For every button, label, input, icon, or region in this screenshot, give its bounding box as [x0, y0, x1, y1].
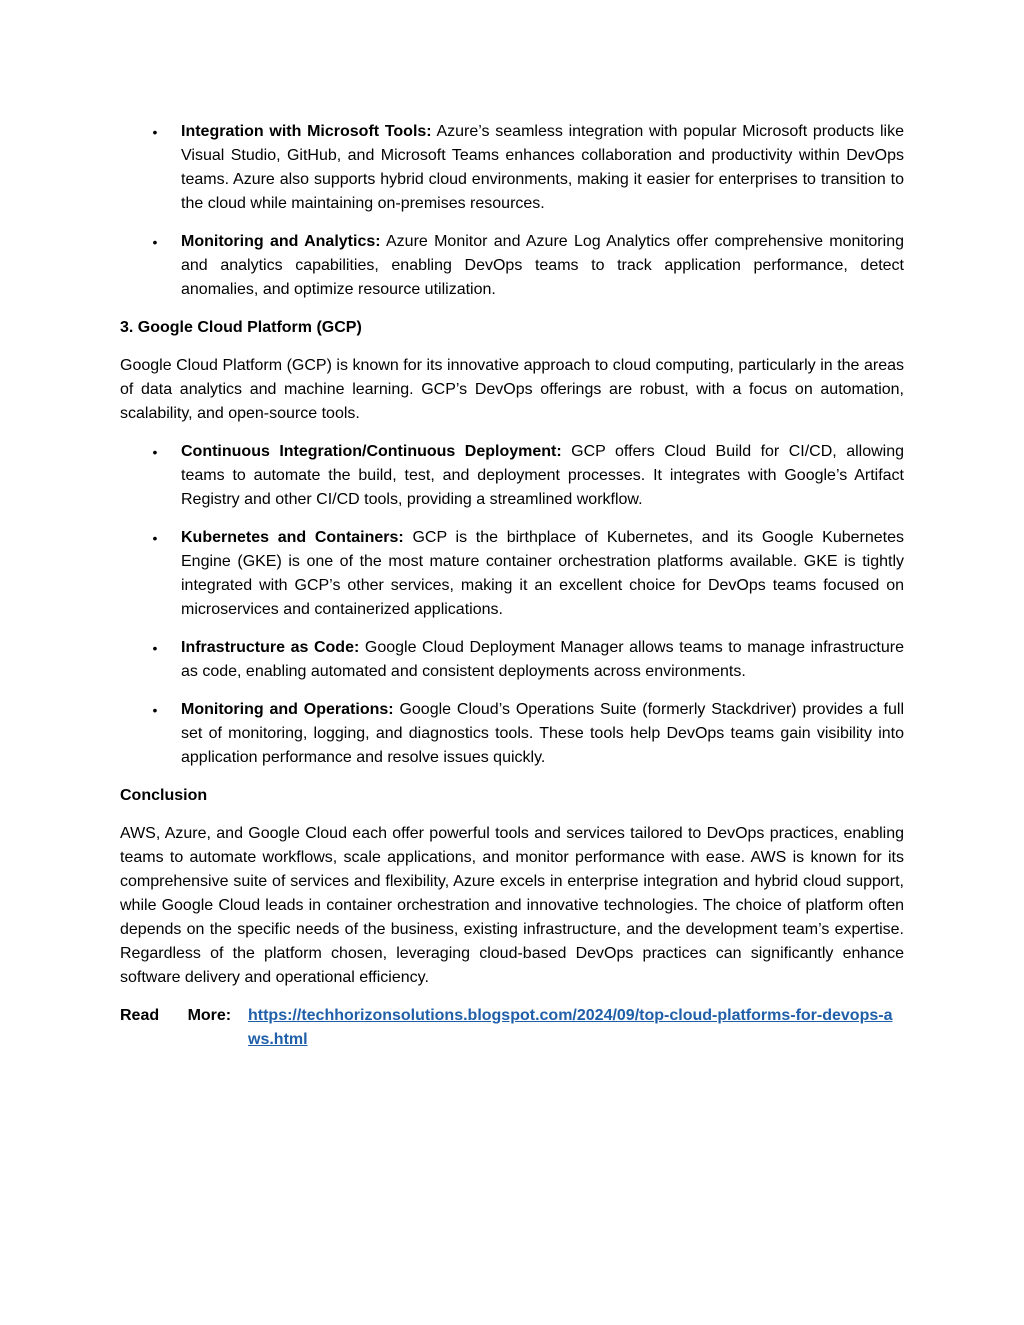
list-item [120, 636, 904, 684]
bullet-label: Infrastructure as Code: [181, 639, 360, 656]
bullet-icon: • [152, 702, 158, 718]
bullet-label: Kubernetes and Containers: [181, 529, 404, 546]
read-more [120, 1004, 904, 1052]
azure-bullet-list [120, 120, 904, 302]
bullet-text: Google Cloud’s Operations Suite (formerly Stackdriver) provides a full set of monitoring, logging, and diagnostics tools. These tools help DevOps teams gain visibility into application performance and resolve issues quickly. [181, 701, 904, 766]
list-item [120, 230, 904, 302]
bullet-text: GCP offers Cloud Build for CI/CD, allowing teams to automate the build, test, and deployment processes. It integrates with Google’s Artifact Registry and other CI/CD tools, providing a streamlined workflow. [181, 443, 905, 508]
read-more-link[interactable]: https://techhorizonsolutions.blogspot.com/2024/09/top-cloud-platforms-for-devops-aws.html [248, 1007, 893, 1048]
bullet-icon: • [152, 640, 158, 656]
conclusion-heading: Conclusion [120, 787, 208, 804]
document-body [120, 120, 904, 1052]
read-more-label: Read More: [120, 1007, 232, 1024]
list-item [120, 526, 904, 622]
bullet-label: Monitoring and Operations: [181, 701, 394, 718]
conclusion-text: AWS, Azure, and Google Cloud each offer powerful tools and services tailored to DevOps practices, enabling teams to automate workflows, scale applications, and monitor performance with ease. AWS is known for its comprehensive suite of services and flexibility, Azure excels in enterprise integration and hybrid cloud support, while Google Cloud leads in container orchestration and innovative technologies. The choice of platform often depends on the specific needs of the business, existing infrastructure, and the development team’s expertise. Regardless of the platform chosen, leveraging cloud-based DevOps practices can significantly enhance software delivery and operational efficiency. [120, 825, 904, 986]
bullet-icon: • [152, 234, 158, 250]
bullet-label: Integration with Microsoft Tools: [181, 123, 432, 140]
bullet-text: Google Cloud Deployment Manager allows teams to manage infrastructure as code, enabling automated and consistent deployments across environments. [181, 639, 904, 680]
bullet-label: Continuous Integration/Continuous Deployment: [181, 443, 562, 460]
bullet-text: GCP is the birthplace of Kubernetes, and its Google Kubernetes Engine (GKE) is one of the most mature container orchestration platforms available. GKE is tightly integrated with GCP’s other services, making it an excellent choice for DevOps teams focused on microservices and containerized applications. [181, 529, 904, 618]
bullet-icon: • [152, 530, 158, 546]
bullet-text: Azure Monitor and Azure Log Analytics offer comprehensive monitoring and analytics capabilities, enabling DevOps teams to track application performance, detect anomalies, and optimize resource utilization. [181, 233, 904, 298]
bullet-text: Azure’s seamless integration with popular Microsoft products like Visual Studio, GitHub, and Microsoft Teams enhances collaboration and productivity within DevOps teams. Azure also supports hybrid cloud environments, making it easier for enterprises to transition to the cloud while maintaining on-premises resources. [181, 123, 905, 212]
list-item [120, 120, 904, 216]
gcp-intro: Google Cloud Platform (GCP) is known for its innovative approach to cloud computing, particularly in the areas of data analytics and machine learning. GCP’s DevOps offerings are robust, with a focus on automation, scalability, and open-source tools. [120, 357, 904, 422]
list-item [120, 440, 904, 512]
bullet-icon: • [152, 124, 158, 140]
bullet-icon: • [152, 444, 158, 460]
list-item [120, 698, 904, 770]
bullet-label: Monitoring and Analytics: [181, 233, 381, 250]
gcp-bullet-list [120, 440, 904, 770]
gcp-heading: 3. Google Cloud Platform (GCP) [120, 319, 362, 336]
